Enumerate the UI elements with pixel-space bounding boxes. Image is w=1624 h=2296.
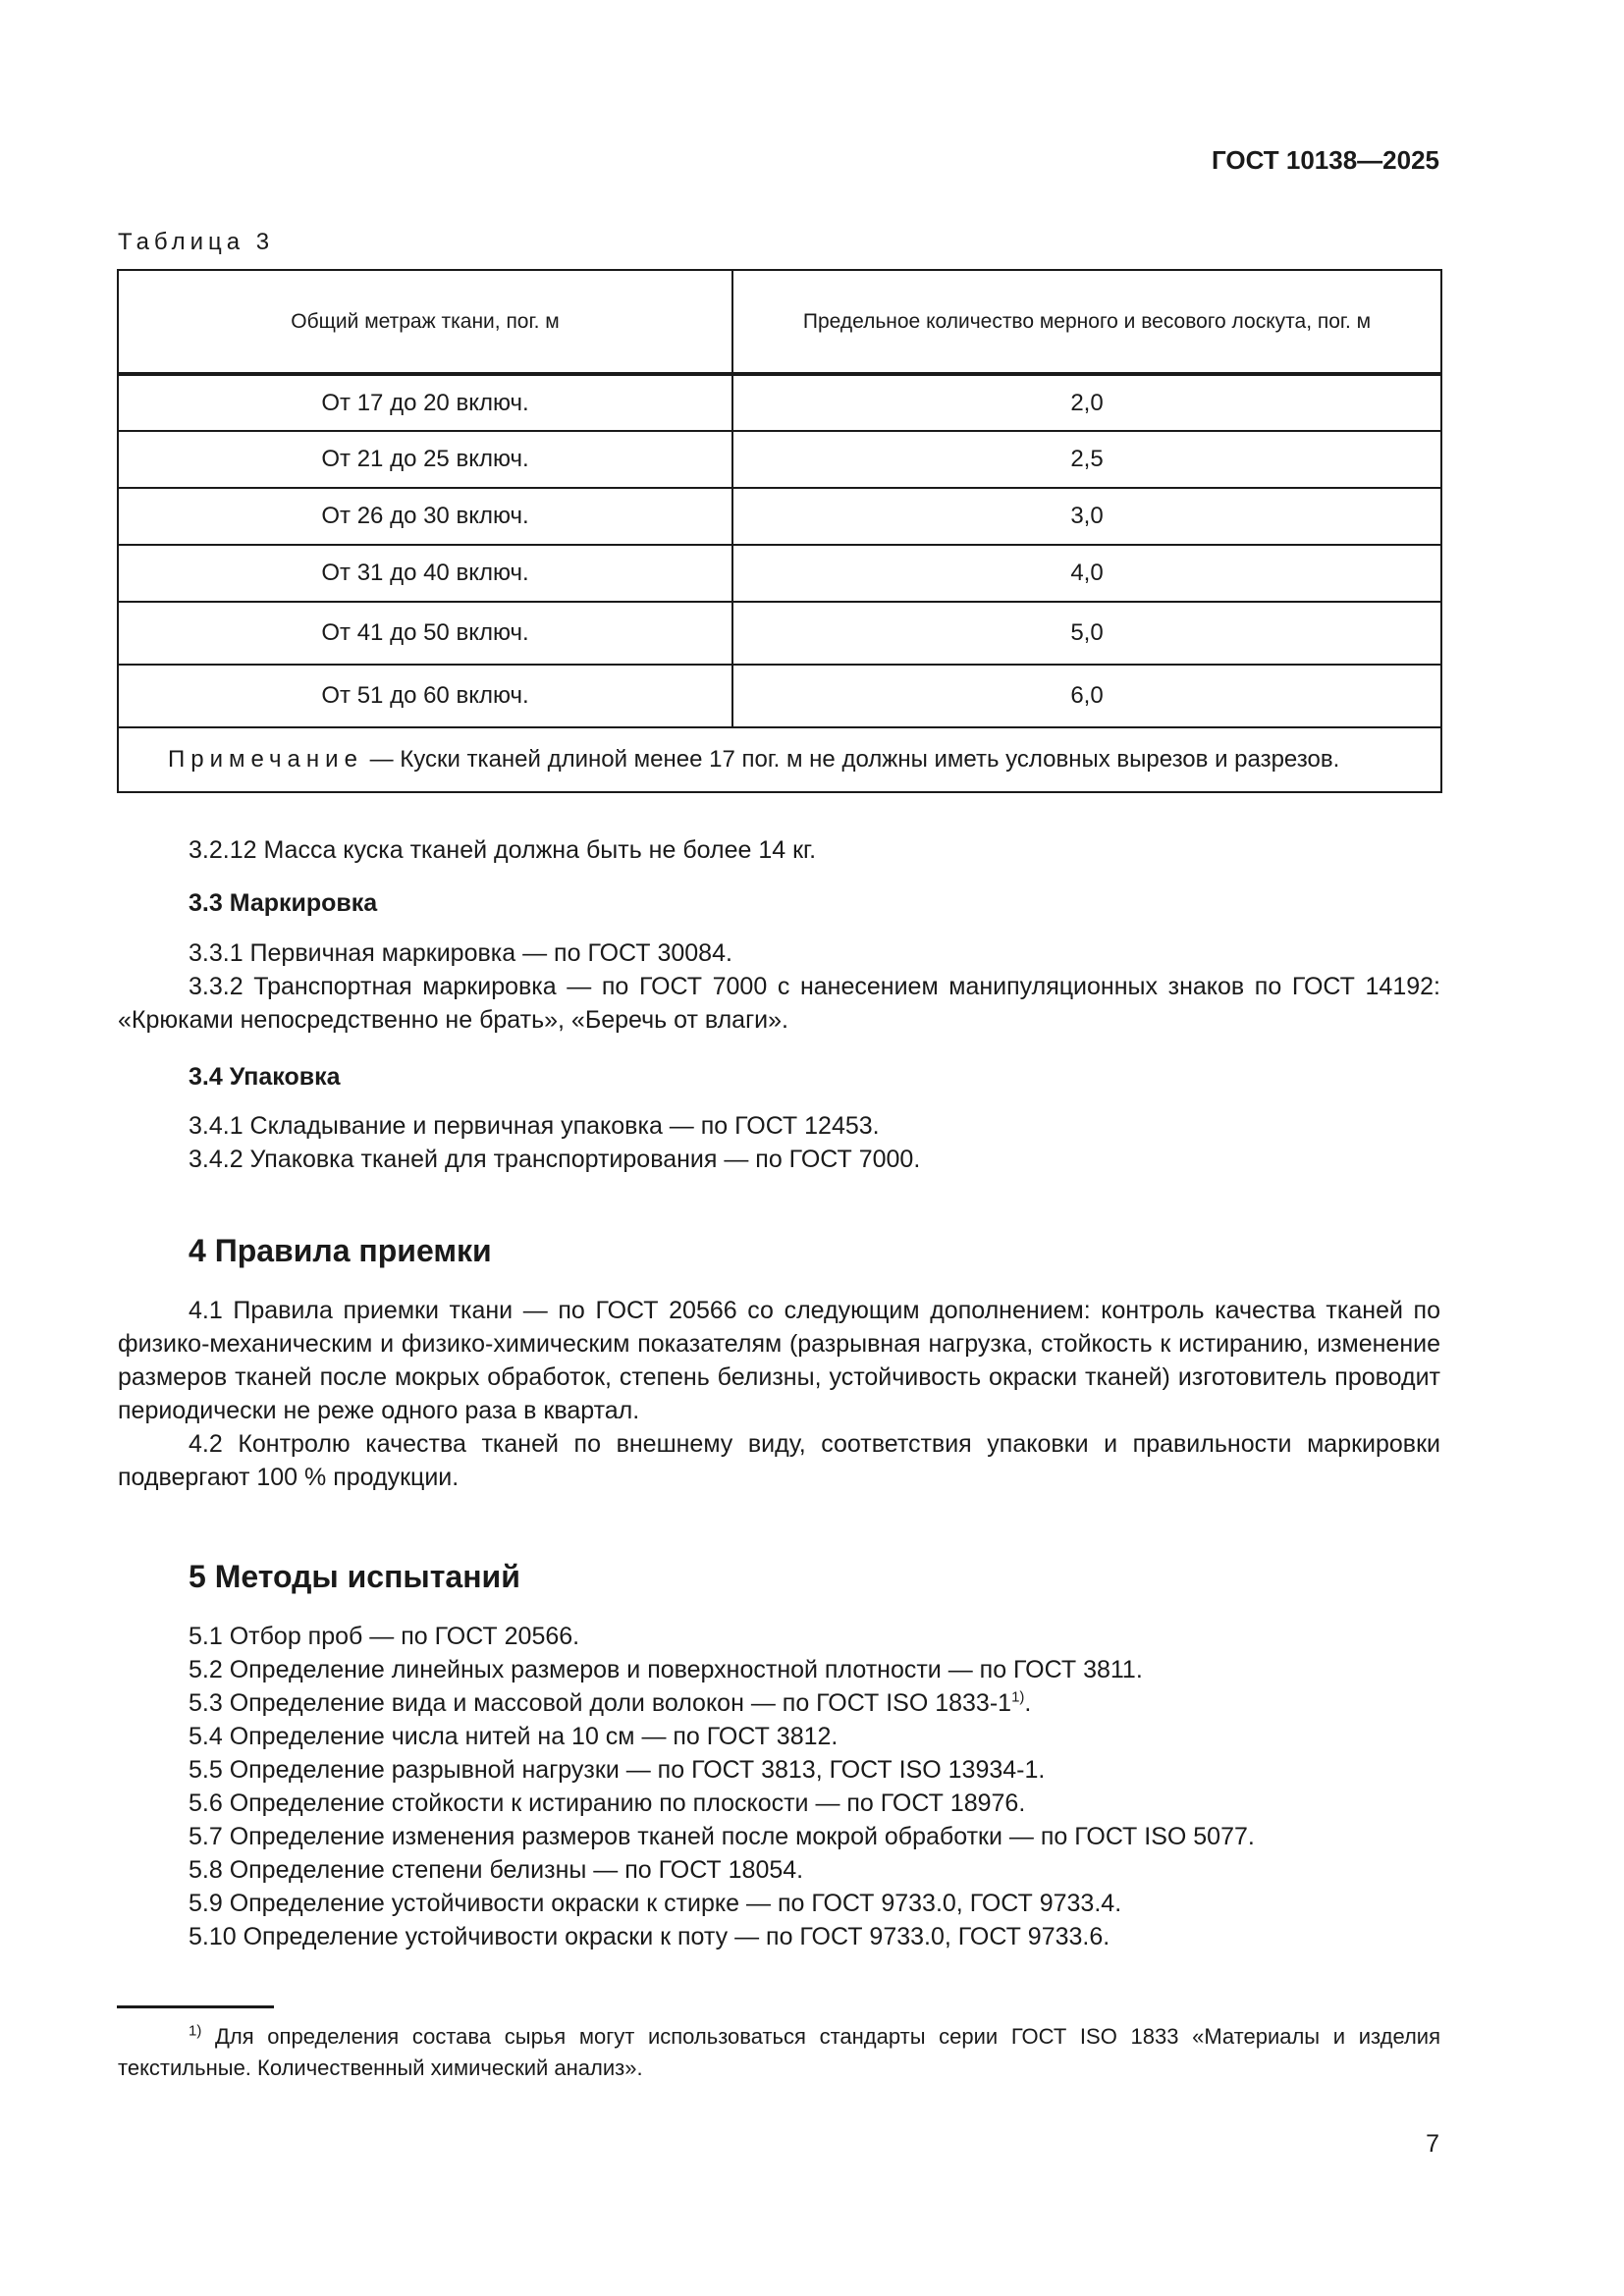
footnote-reference: 1): [1011, 1688, 1025, 1706]
list-item: 5.10 Определение устойчивости окраски к поту — по ГОСТ 9733.0, ГОСТ 9733.6.: [189, 1923, 1110, 1950]
table-cell: 2,0: [732, 374, 1441, 431]
table-cell: От 17 до 20 включ.: [118, 374, 732, 431]
paragraph-3-3-1: 3.3.1 Первичная маркировка — по ГОСТ 30084.: [189, 939, 732, 967]
document-code: ГОСТ 10138—2025: [1212, 145, 1439, 175]
table-row: [118, 488, 1441, 545]
paragraph-3-4-2: 3.4.2 Упаковка тканей для транспортирования — по ГОСТ 7000.: [189, 1146, 921, 1173]
note-label: Примечание: [168, 746, 363, 773]
list-item-text: 5.3 Определение вида и массовой доли волокон — по ГОСТ ISO 1833-1: [189, 1689, 1012, 1717]
table-note-row: [118, 727, 1441, 792]
paragraph-3-3-2: 3.3.2 Транспортная маркировка — по ГОСТ 7000 с нанесением манипуляционных знаков по ГОСТ 14192: «Крюками непосредственно не брать», «Беречь от влаги».: [118, 973, 1440, 1034]
table-row: [118, 665, 1441, 727]
section-3-3-body: [118, 936, 1440, 1037]
list-item: 5.7 Определение изменения размеров тканей после мокрой обработки — по ГОСТ ISO 5077.: [189, 1823, 1255, 1850]
list-item: 5.2 Определение линейных размеров и поверхностной плотности — по ГОСТ 3811.: [189, 1656, 1143, 1683]
column-header: Предельное количество мерного и весового лоскута, пог. м: [732, 270, 1441, 374]
column-header: Общий метраж ткани, пог. м: [118, 270, 732, 374]
paragraph-4-2: 4.2 Контролю качества тканей по внешнему виду, соответствия упаковки и правильности маркировки подвергают 100 % продукции.: [118, 1430, 1440, 1491]
table-cell: 4,0: [732, 545, 1441, 602]
list-item: 5.1 Отбор проб — по ГОСТ 20566.: [189, 1623, 580, 1650]
table-3: [117, 269, 1442, 793]
footnote-text: Для определения состава сырья могут использоваться стандарты серии ГОСТ ISO 1833 «Материалы и изделия текстильные. Количественный химический анализ».: [118, 2024, 1440, 2080]
list-item: 5.4 Определение числа нитей на 10 см — по ГОСТ 3812.: [189, 1723, 839, 1750]
table-cell: От 51 до 60 включ.: [118, 665, 732, 727]
table-row: [118, 374, 1441, 431]
section-4-body: [118, 1294, 1440, 1494]
table-cell: От 41 до 50 включ.: [118, 602, 732, 665]
page-number: 7: [1426, 2130, 1439, 2158]
list-item-tail: .: [1024, 1689, 1032, 1717]
table-header-row: [118, 270, 1441, 374]
section-heading-4: 4 Правила приемки: [189, 1233, 492, 1268]
table-cell: 5,0: [732, 602, 1441, 665]
paragraph-3-2-12: 3.2.12 Масса куска тканей должна быть не более 14 кг.: [189, 836, 817, 864]
footnote: [118, 2021, 1440, 2084]
table-note: [118, 727, 1441, 792]
table-cell: 6,0: [732, 665, 1441, 727]
section-heading-3-4: 3.4 Упаковка: [189, 1063, 341, 1091]
section-5-list: [118, 1620, 1440, 1953]
table-cell: От 26 до 30 включ.: [118, 488, 732, 545]
list-item: 5.9 Определение устойчивости окраски к стирке — по ГОСТ 9733.0, ГОСТ 9733.4.: [189, 1890, 1122, 1917]
table-row: [118, 602, 1441, 665]
section-heading-5: 5 Методы испытаний: [189, 1559, 520, 1594]
table-row: [118, 545, 1441, 602]
note-text: — Куски тканей длиной менее 17 пог. м не должны иметь условных вырезов и разрезов.: [362, 746, 1340, 773]
table-cell: 3,0: [732, 488, 1441, 545]
table-cell: 2,5: [732, 431, 1441, 488]
footnote-separator: [117, 2005, 274, 2008]
list-item: 5.6 Определение стойкости к истиранию по плоскости — по ГОСТ 18976.: [189, 1789, 1026, 1817]
table-row: [118, 431, 1441, 488]
paragraph-4-1: 4.1 Правила приемки ткани — по ГОСТ 20566 со следующим дополнением: контроль качества тканей по физико-механическим и физико-химическим показателям (разрывная нагрузка, стойкость к истиранию, изменение размеров тканей после мокрых обработок, степень белизны, устойчивость окраски тканей) изготовитель проводит периодически не реже одного раза в квартал.: [118, 1297, 1440, 1424]
footnote-mark: 1): [189, 2022, 202, 2040]
paragraph-3-4-1: 3.4.1 Складывание и первичная упаковка — по ГОСТ 12453.: [189, 1112, 880, 1140]
list-item: 5.5 Определение разрывной нагрузки — по ГОСТ 3813, ГОСТ ISO 13934-1.: [189, 1756, 1046, 1784]
table-cell: От 31 до 40 включ.: [118, 545, 732, 602]
list-item: 5.8 Определение степени белизны — по ГОСТ 18054.: [189, 1856, 804, 1884]
table-caption: Таблица 3: [118, 229, 275, 255]
section-3-4-body: [118, 1109, 1440, 1176]
table-cell: От 21 до 25 включ.: [118, 431, 732, 488]
section-heading-3-3: 3.3 Маркировка: [189, 889, 378, 917]
list-item: [189, 1686, 1440, 1720]
